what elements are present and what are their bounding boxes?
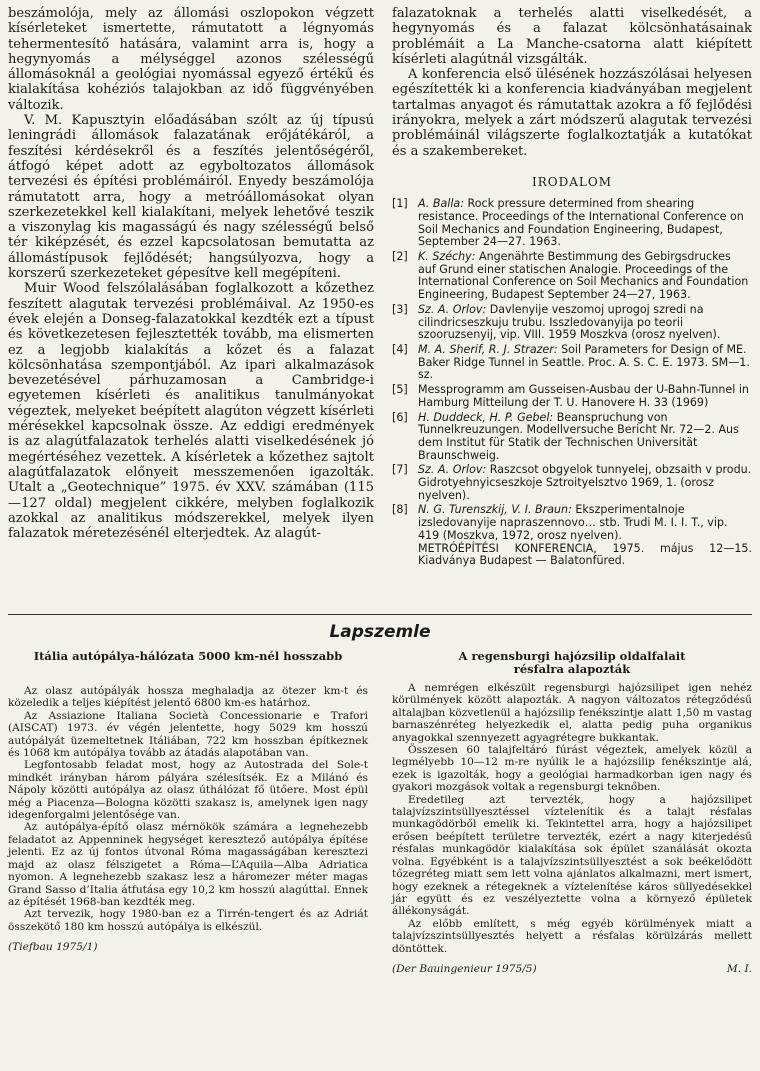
reference-author: H. Duddeck, H. P. Gebel: xyxy=(418,410,554,424)
paragraph: falazatoknak a terhelés alatti viselkedését, a hegynyomás és a falazat kölcsönhatásainak problémáit a La Manche-csatorna alatt kiépített kísérleti alagútnál vizsgálták. xyxy=(392,6,752,67)
top-right-column xyxy=(392,6,752,568)
paragraph: Az olasz autópályák hossza meghaladja az ötezer km-t és közeledik a teljes kiépítést jelentő 6800 km-es határhoz. xyxy=(8,685,368,710)
section-divider xyxy=(8,614,752,615)
reference-number: [2] xyxy=(392,250,408,264)
reference-number: [4] xyxy=(392,343,408,356)
references-tail: METRÓÉPÍTÉSI KONFERENCIA, 1975. május 12—15. Kiadványa Budapest — Balatonfüred. xyxy=(418,541,752,568)
reference-item xyxy=(392,384,752,409)
references-list xyxy=(392,198,752,568)
section-title: Lapszemle xyxy=(329,622,431,642)
top-left-column xyxy=(8,6,374,541)
paragraph: Összesen 60 talajfeltáró fúrást végeztek, amelyek közül a legmélyebb 10—12 m-re nyúlik le a hajózsilip fenékszintje alá, ezek is igazolták, hogy a geológiai harmadkorban igen nagy és gyakori mozgások voltak a regensburgi teknőben. xyxy=(392,744,752,794)
paragraph: Azt tervezik, hogy 1980-ban ez a Tirrén-tengert és az Adriát összekötő 180 km hosszú autópálya is elkészül. xyxy=(8,908,368,933)
article-left xyxy=(8,650,368,954)
reference-item xyxy=(392,412,752,463)
article-source: (Der Bauingenieur 1975/5) xyxy=(392,962,537,975)
reference-number: [3] xyxy=(392,302,408,316)
reference-author: N. G. Turenszkij, V. I. Braun: xyxy=(418,503,572,517)
reference-text: Messprogramm am Gusseisen-Ausbau der U-Bahn-Tunnel in Hamburg Mitteilung der T. U. Hanovere H. 33 (1969) xyxy=(418,383,749,409)
reference-text: Davlenyije veszomoj uprogoj szredi na cilindricseszkuju trubu. Isszledovanyija po teorii szooruzsenyij, vip. VIII. 1959 Moszkva (orosz nyelven). xyxy=(418,302,721,342)
reference-number: [6] xyxy=(392,410,408,424)
reference-author: A. Balla: xyxy=(418,197,464,211)
article-right xyxy=(392,650,752,975)
reference-text: Angenährte Bestimmung des Gebirgsdruckes auf Grund einer statischen Analogie. Proceedings of the International Conference on Soil Mechanics and Foundation Engineering, Budapest September 24—27, 1963. xyxy=(418,250,749,302)
reference-item xyxy=(392,198,752,249)
reference-number: [5] xyxy=(392,383,408,397)
article-title xyxy=(392,650,752,676)
reference-text: Ekszperimentalnoje izsledovanyije napraszennovo… stb. Trudi M. I. I. T., vip. 419 (Moszkva, 1972, orosz nyelven). xyxy=(418,503,728,542)
paragraph: beszámolója, mely az állomási oszlopokon végzett kísérleteket ismertette, rámutatott a légnyomás tehermentesítő hatására, valamint arra is, hogy a hegynyomás a mélységgel azonos szélességű állomásoknál a geológiai nyomással egyező értékű és kialakítása kohéziós talajokban az idő függvényében változik. xyxy=(8,6,374,113)
paragraph: Az autópálya-építő olasz mérnökök számára a legnehezebb feladatot az Appenninek hegységet keresztező autópálya építése jelenti. Ez az új fontos útvonal Róma magasságában keresztezi majd az olasz félszigetet a Róma—L’Aquila—Alba Adriatica nyomon. A legnehezebb szakasz lesz a háromezer méter magas Grand Sasso d’Italia átfutása egy 10,2 km hosszú alagúttal. Ennek az építését 1968-ban kezdték meg. xyxy=(8,821,368,908)
paragraph: Legfontosabb feladat most, hogy az Autostrada del Sole-t mindkét irányban három pályára szélesítsék. Ez a Milánó és Nápoly közötti autópálya az olasz úthálózat fő ütőere. Most épül még a Piacenza—Bologna közötti szakasz is, amelynek igen nagy idegenforgalmi jelentősége van. xyxy=(8,759,368,822)
reference-author: K. Széchy: xyxy=(418,250,476,264)
reference-text: Raszcsot obgyelok tunnyelej, obzsaith v produ. Gidrotyehnyicseszkoje Sztroityelsztvo 1969, 1. (orosz nyelven). xyxy=(418,463,752,502)
paragraph: Az Assiazione Italiana Società Concessionarie e Trafori (AISCAT) 1973. év végén jelentette, hogy 5029 km hosszú autópályát üzemeltetnek Itáliában, 722 km hosszban építkeznek és 1068 km autópálya tovább az átadás alapotában van. xyxy=(8,709,368,760)
paragraph: A nemrégen elkészült regensburgi hajózsilipet igen nehéz körülmények között alapozták. A nagyon változatos rétegződésű altalajban közvetlenül a hajózsilip fenékszintje alatt 1,50 m vastag barnaszénréteg helyezkedik el, alatta pedig puha organikus anyagokkal szennyezett agyagrétegre bukkantak. xyxy=(392,682,752,744)
article-title: Itália autópálya-hálózata 5000 km-nél hosszabb xyxy=(33,649,343,663)
reference-item xyxy=(392,464,752,502)
reference-number: [7] xyxy=(392,463,408,477)
paragraph: A konferencia első ülésének hozzászólásai helyesen egészítették ki a konferencia kiadványában megjelent tartalmas anyagot és rámutattak azokra a fő fejlődési irányokra, melyek a zárt módszerű alagutak tervezési problémáinál világszerte foglalkoztatják a kutatókat és a szakembereket. xyxy=(392,67,752,159)
article-title-line: A regensburgi hajózsilip oldalfalait xyxy=(458,649,686,663)
reference-author: Sz. A. Orlov: xyxy=(418,302,487,316)
references-heading: IRODALOM xyxy=(532,174,612,189)
reference-number: [1] xyxy=(392,197,408,211)
reference-text: Soil Parameters for Design of ME. Baker Ridge Tunnel in Seattle. Proc. A. S. C. E. 1973. SM—1. sz. xyxy=(418,343,750,382)
paragraph: Eredetileg azt tervezték, hogy a hajózsilipet talajvízszintsüllyesztéssel víztelenítik és a talajt résfalas munkagödörből emelik ki. Tekintettel arra, hogy a hajózsilipet erősen beépített területre tervezték, ezért a nagy kiterjedésű résfalas munkagödör kialakítása sok épület szanálását okozta volna. Egyébként is a talajvízszintsüllyesztést a sok beékelődött tőzegréteg miatt sem lett volna ajánlatos alkalmazni, mert ismert, hogy ezeknek a rétegeknek a víztelenítése káros süllyedésekkel jár együtt és ez veszélyeztette volna a környező épületek állékonyságát. xyxy=(392,793,752,918)
reference-item xyxy=(392,344,752,382)
reference-item xyxy=(392,504,752,542)
paragraph: Az előbb említett, s még egyéb körülmények miatt a talajvízszintsüllyesztés helyett a résfalas körülzárás mellett döntöttek. xyxy=(392,917,752,955)
reference-text: Beanspruchung von Tunnelkreuzungen. Modellversuche Bericht Nr. 72—2. Aus dem Institut für Statik der Technischen Universität Braunschweig. xyxy=(418,410,739,462)
article-title-line: résfalra alapozták xyxy=(513,662,631,676)
paragraph: V. M. Kapusztyin előadásában szólt az új típusú leningrádi állomások falazatának erőjátékáról, a feszítési kérdésekről és a feszítés jelentőségéről, átfogó képet adott az egyboltozatos állomások tervezési és építési problémáiról. Enyedy beszámolója rámutatott arra, hogy a metróállomásokat olyan szerkezetekkel kell kialakítani, melyek lehetővé teszik a viszonylag kis magasságú és nagy szélességű belső tér kiképzését, és ezzel kapcsolatosan bemutatta az állomástípusok fejlődését; hangsúlyozva, hogy a korszerű szerkezeteket gépesítve kell megépíteni. xyxy=(8,113,374,282)
reference-author: M. A. Sherif, R. J. Strazer: xyxy=(418,343,558,356)
paragraph: Muir Wood felszólalásában foglalkozott a kőzethez feszített alagutak tervezési problémáival. Az 1950-es évek elején a Donseg-falazatokkal kezdték ezt a típust és következetesen fejlesztették tovább, ma elismerten ez a legjobb kialakítás a kőzet és a falazat kölcsönhatása szempontjából. Az ipari alkalmazások bevezetésével párhuzamosan a Cambridge-i egyetemen kísérleti és analitikus tanulmányokat végeztek, melyeket beépített alagúton végzett kísérleti mérésekkel kapcsolnak össze. Az eddigi eredmények is az alagútfalazatok terhelés alatti viselkedésének jó megértéséhez vezettek. A kísérletek a kőzethez sajtolt alagútfalazatok előnyeit messzemenően igazolták. Utalt a „Geotechnique” 1975. év XXV. számában (115—127 oldal) megjelent cikkére, melyben foglalkozik azokkal az analitikus módszerekkel, melyek ilyen falazatok méretezésénél elterjedtek. Az alagút- xyxy=(8,281,374,542)
reference-item xyxy=(392,251,752,302)
reference-author: Sz. A. Orlov: xyxy=(418,463,487,477)
reference-text: Rock pressure determined from shearing resistance. Proceedings of the International Conference on Soil Mechanics and Foundation Engineering, Budapest, September 24—27. 1963. xyxy=(418,197,744,249)
article-source: (Tiefbau 1975/1) xyxy=(8,941,98,954)
reference-item xyxy=(392,304,752,342)
article-author: M. I. xyxy=(726,962,752,975)
reference-number: [8] xyxy=(392,503,408,517)
